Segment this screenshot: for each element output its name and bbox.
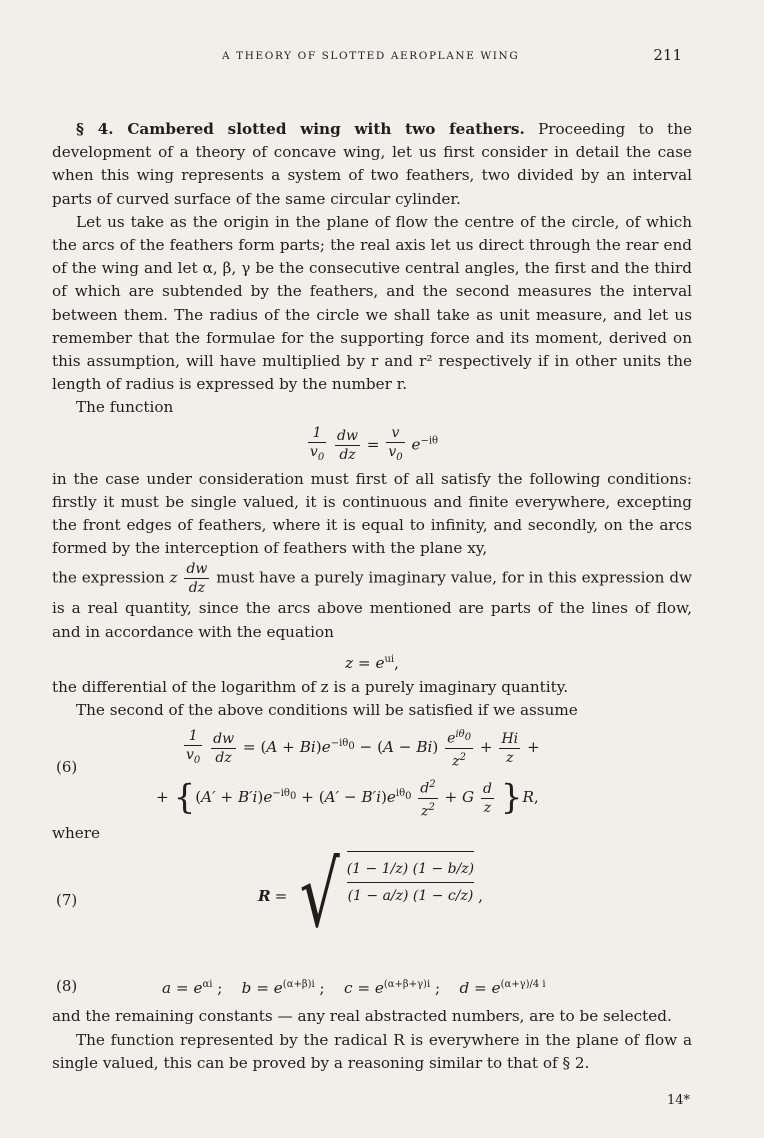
paragraph-intro-text: Proceeding to the development of a theory of concave wing, let us first consider in detail the case when this wing represents a system of two feathers, two divided by an interval parts of curved surface of the same circular cylinder. (52, 120, 692, 208)
equation-8-number: (8) (56, 977, 78, 996)
paragraph-constants: and the remaining constants — any real abstracted numbers, are to be selected. (52, 1007, 672, 1026)
paragraph-function-label: The function (76, 398, 174, 417)
equation-6-number: (6) (56, 758, 78, 777)
equation-8: (8) $a = e^{\alpha i}$ ; $b = e^{(\alpha+\beta)i}$ ; $c = e^{(\alpha+\beta+\gamma)i}$ ; $d = e^{(\alpha+\gamma)/4 i}$ (56, 977, 546, 998)
paragraph-expression: the expression z $\frac{dw}{dz}$ must have a purely imaginary value, for in this expression dw is a real quantity, since the arcs above mentioned are parts of the lines of flow, and in accordance with the equation (52, 561, 693, 641)
paragraph-intro (52, 118, 692, 211)
paragraph-conditions: in the case under consideration must first of all satisfy the following conditions: firstly it must be single valued, it is continuous and finite everywhere, excepting the front edges of feathers, where it is equal to infinity, and secondly, on the arcs formed by the interception of feathers with the plane xy, (52, 469, 692, 558)
equation-7-number: (7) (56, 891, 78, 910)
equation-z: $z = e^{ui}$, (345, 653, 399, 672)
equation-function: $\frac{1}{v_0}$ $\frac{dw}{dz}$ = $\frac{v}{v_0}$ $e^{-i\theta}$ (309, 424, 439, 463)
paragraph-where: where (52, 824, 101, 843)
equation-6: (6) $\frac{1}{v_0}$ $\frac{dw}{dz}$ = $(A + Bi)e^{-i\theta_0} - (A - Bi)$ $\frac{e^{i\theta_0}}{z^2}$ + $\frac{Hi}{z}$ + + {$(A' + B'i)e^{-i\theta_0} + (A' - B'i)e^{i\theta_0}$ $\frac{d^2}{z^2}$ + G $\frac{d}{z}$ }R, (56, 728, 540, 820)
running-head: A THEORY OF SLOTTED AEROPLANE WING (222, 50, 520, 62)
signature-mark: 14* (666, 1093, 690, 1108)
page-number: 211 (653, 46, 682, 64)
paragraph-radical: The function represented by the radical R is everywhere in the plane of flow a single valued, this can be proved by a reasoning similar to that of § 2. (52, 1030, 692, 1072)
section-heading: § 4. Cambered slotted wing with two feathers. (76, 120, 525, 138)
body-text (52, 118, 692, 1075)
page-header (222, 46, 682, 72)
paragraph-origin: Let us take as the origin in the plane of flow the centre of the circle, of which the arcs of the feathers form parts; the real axis let us direct through the rear end of the wing and let α, β, γ be the consecutive central angles, the first and the third of which are subtended by the feathers, and the second measures the interval between them. The radius of the circle we shall take as unit measure, and let us remember that the formulae for the supporting force and its moment, derived on this assumption, will have multiplied by r and r² respectively if in other units the length of radius is expressed by the number r. (52, 212, 692, 394)
equation-7: (7) R = √ (1 − 1/z) (1 − b/z) (1 − a/z) (1 − c/z) , (56, 843, 483, 949)
paragraph-assume: The second of the above conditions will be satisfied if we assume (76, 701, 578, 720)
paragraph-differential: the differential of the logarithm of z is a purely imaginary quantity. (52, 677, 569, 696)
